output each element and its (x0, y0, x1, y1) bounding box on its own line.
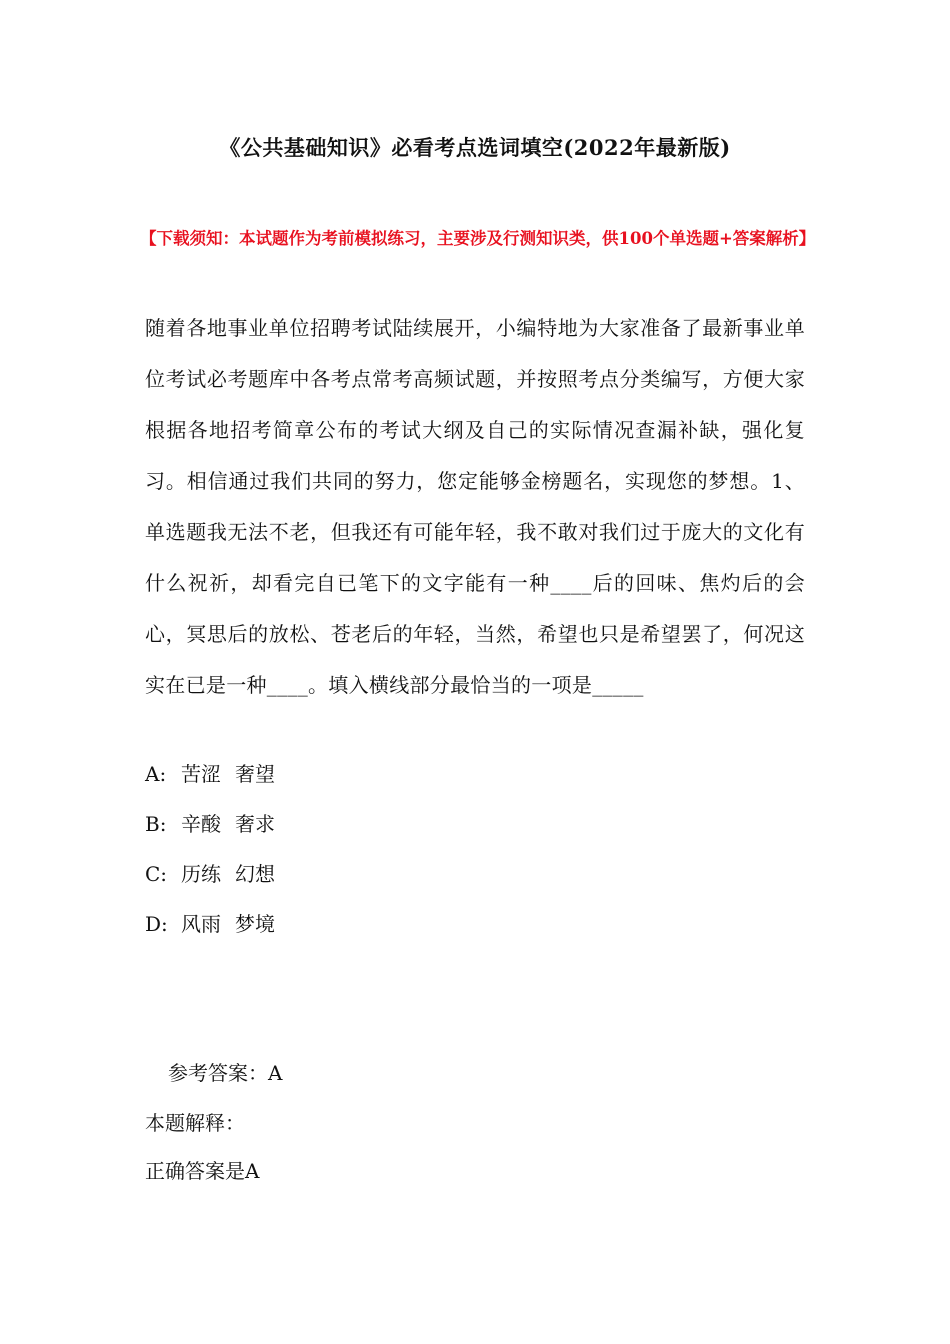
option-letter: B: (145, 812, 167, 836)
option-word: 历练 (181, 862, 221, 886)
option-word: 幻想 (235, 862, 275, 886)
option-c (145, 849, 805, 899)
option-a (145, 749, 805, 799)
question-text: 随着各地事业单位招聘考试陆续展开，小编特地为大家准备了最新事业单位考试必考题库中各考点常考高频试题，并按照考点分类编写，方便大家根据各地招考简章公布的考试大纲及自己的实际情况查漏补缺，强化复习。相信通过我们共同的努力，您定能够金榜题名，实现您的梦想。1、单选题我无法不老，但我还有可能年轻，我不敢对我们过于庞大的文化有什么祝祈，却看完自已笔下的文字能有一种____后的回味、焦灼后的会心，冥思后的放松、苍老后的年轻，当然，希望也只是希望罢了，何况这实在已是一种____。填入横线部分最恰当的一项是_____ (145, 316, 805, 697)
option-letter: A: (145, 762, 167, 786)
answer-options (145, 749, 805, 949)
option-word: 梦境 (235, 912, 275, 936)
option-word: 风雨 (181, 912, 221, 936)
explanation-label: 本题解释： (145, 1111, 245, 1135)
option-letter: C: (145, 862, 168, 886)
option-d (145, 899, 805, 949)
download-notice: 【下载须知：本试题作为考前模拟练习，主要涉及行测知识类，供100个单选题+答案解析】 (140, 229, 816, 248)
option-word: 奢求 (235, 812, 275, 836)
option-letter: D: (145, 912, 168, 936)
reference-answer: 参考答案：A (168, 1061, 283, 1085)
option-word: 辛酸 (181, 812, 221, 836)
document-title: 《公共基础知识》必看考点选词填空(2022年最新版) (219, 135, 731, 160)
explanation-text: 正确答案是A (145, 1159, 260, 1183)
option-b (145, 799, 805, 849)
option-word: 苦涩 (181, 762, 221, 786)
option-word: 奢望 (235, 762, 275, 786)
